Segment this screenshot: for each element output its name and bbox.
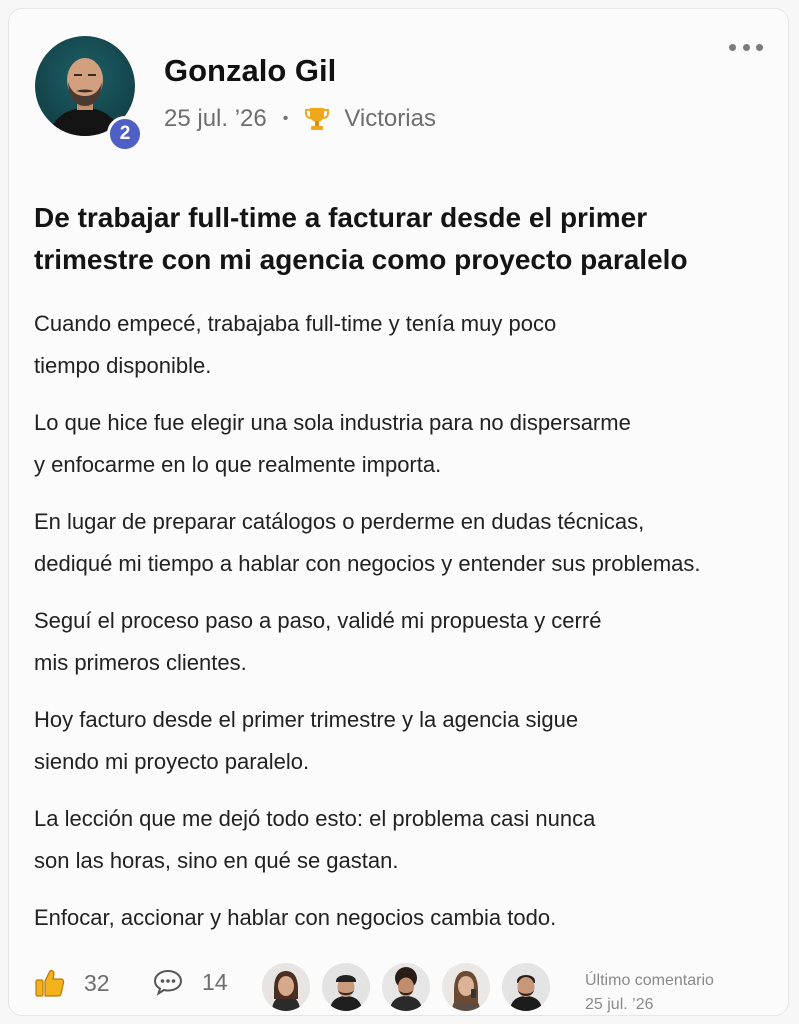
last-comment-label: Último comentario: [585, 972, 714, 989]
commenter-avatars: [262, 963, 562, 1011]
paragraph-line: Cuando empecé, trabajaba full-time y tenía muy poco: [34, 311, 557, 336]
post-title: De trabajar full-time a facturar desde el primer trimestre con mi agencia como proyecto paralelo: [34, 202, 688, 275]
trophy-icon: [304, 106, 330, 132]
paragraph-line: Lo que hice fue elegir una sola industria para no dispersarme: [34, 410, 631, 435]
paragraph-line: En lugar de preparar catálogos o perderme en dudas técnicas,: [34, 509, 645, 534]
paragraph-line: Enfocar, accionar y hablar con negocios cambia todo.: [34, 905, 557, 930]
post-paragraph: [34, 402, 769, 486]
avatar[interactable]: [382, 963, 430, 1011]
paragraph-line: y enfocarme en lo que realmente importa.: [34, 452, 442, 477]
more-options-icon[interactable]: [729, 37, 763, 57]
more-dot: [743, 44, 750, 51]
like-button[interactable]: [34, 967, 110, 999]
commenter-avatar-icon: [382, 963, 430, 1011]
post-paragraph: [34, 699, 769, 783]
likes-count: 32: [84, 969, 110, 996]
post-paragraph: [34, 303, 769, 387]
post-date[interactable]: 25 jul. ’26: [164, 105, 267, 132]
post-footer: [34, 959, 774, 1015]
avatar[interactable]: [262, 963, 310, 1011]
post-category[interactable]: Victorias: [344, 105, 436, 132]
comments-button[interactable]: [152, 967, 228, 997]
post-meta: [164, 105, 436, 133]
post-card: [8, 8, 789, 1016]
paragraph-line: Seguí el proceso paso a paso, validé mi propuesta y cerré: [34, 608, 602, 633]
more-dot: [729, 44, 736, 51]
post-paragraph: [34, 600, 769, 684]
paragraph-line: Hoy facturo desde el primer trimestre y la agencia sigue: [34, 707, 579, 732]
author-level-badge: 2: [107, 116, 143, 152]
author-avatar-wrapper[interactable]: [35, 36, 139, 144]
commenter-avatar-icon: [322, 963, 370, 1011]
post-paragraph: [34, 501, 769, 585]
avatar[interactable]: [442, 963, 490, 1011]
comment-bubble-icon: [152, 967, 184, 997]
last-comment-info: [585, 969, 714, 1017]
paragraph-line: tiempo disponible.: [34, 353, 212, 378]
thumbs-up-icon: [34, 967, 66, 999]
more-dot: [756, 44, 763, 51]
post-body: [34, 303, 769, 954]
commenter-avatar-icon: [262, 963, 310, 1011]
paragraph-line: mis primeros clientes.: [34, 650, 247, 675]
comments-count: 14: [202, 968, 228, 995]
paragraph-line: siendo mi proyecto paralelo.: [34, 749, 310, 774]
paragraph-line: son las horas, sino en qué se gastan.: [34, 848, 399, 873]
post-paragraph: [34, 897, 769, 939]
avatar[interactable]: [502, 963, 550, 1011]
post-paragraph: [34, 798, 769, 882]
commenter-avatar-icon: [502, 963, 550, 1011]
meta-separator: •: [282, 110, 289, 127]
avatar[interactable]: [322, 963, 370, 1011]
last-comment-date: 25 jul. ’26: [585, 996, 654, 1013]
commenter-avatar-icon: [442, 963, 490, 1011]
paragraph-line: La lección que me dejó todo esto: el problema casi nunca: [34, 806, 596, 831]
paragraph-line: dediqué mi tiempo a hablar con negocios y entender sus problemas.: [34, 551, 701, 576]
author-name[interactable]: Gonzalo Gil: [164, 53, 337, 88]
